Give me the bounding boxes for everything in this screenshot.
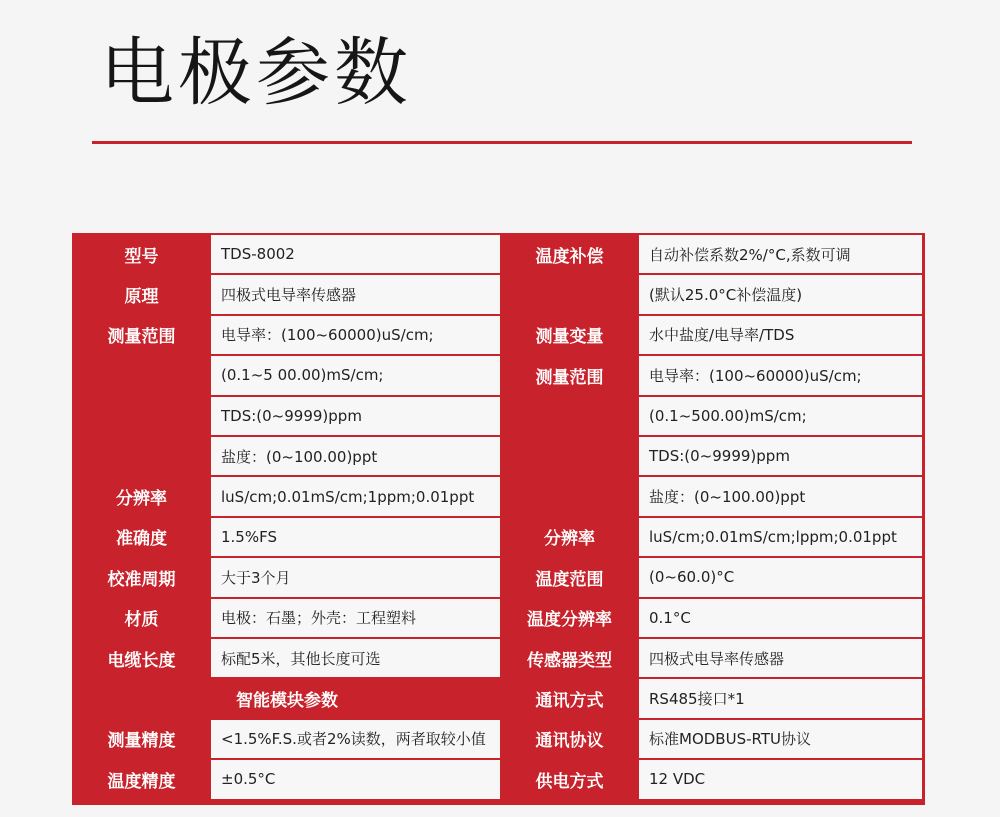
table-row — [72, 233, 925, 273]
table-row — [72, 758, 925, 798]
table-row — [72, 556, 925, 596]
table-row — [72, 597, 925, 637]
label-cell: 原理 — [74, 275, 209, 313]
label-cell: 温度范围 — [502, 558, 637, 596]
value-cell: (0~60.0)°C — [639, 558, 922, 596]
spec-table — [72, 233, 925, 805]
label-cell — [74, 397, 209, 435]
value-cell: 四极式电导率传感器 — [639, 639, 922, 677]
table-row — [72, 475, 925, 515]
value-cell: RS485接口*1 — [639, 679, 922, 717]
table-row — [72, 314, 925, 354]
value-cell: 盐度：(0~100.00)ppt — [639, 477, 922, 515]
label-cell — [74, 356, 209, 394]
label-cell: 温度补偿 — [502, 235, 637, 273]
value-cell: TDS:(0~9999)ppm — [639, 437, 922, 475]
label-cell — [502, 397, 637, 435]
table-row — [72, 516, 925, 556]
label-cell: 材质 — [74, 599, 209, 637]
label-cell — [502, 477, 637, 515]
label-cell: 测量精度 — [74, 720, 209, 758]
label-cell — [502, 275, 637, 313]
value-cell: luS/cm;0.01mS/cm;lppm;0.01ppt — [639, 518, 922, 556]
table-row — [72, 677, 925, 717]
value-cell: 盐度：(0~100.00)ppt — [211, 437, 500, 475]
value-cell: 电导率：(100~60000)uS/cm; — [639, 356, 922, 394]
label-cell — [74, 437, 209, 475]
label-cell: 温度分辨率 — [502, 599, 637, 637]
table-row — [72, 718, 925, 758]
page-title: 电极参数 — [100, 30, 412, 116]
value-cell: 电极：石墨；外壳：工程塑料 — [211, 599, 500, 637]
value-cell: 0.1°C — [639, 599, 922, 637]
value-cell: 电导率：(100~60000)uS/cm; — [211, 316, 500, 354]
value-cell: 大于3个月 — [211, 558, 500, 596]
label-cell: 校准周期 — [74, 558, 209, 596]
label-cell: 通讯协议 — [502, 720, 637, 758]
table-row — [72, 395, 925, 435]
label-cell: 准确度 — [74, 518, 209, 556]
value-cell: (0.1~5 00.00)mS/cm; — [211, 356, 500, 394]
label-cell: 温度精度 — [74, 760, 209, 798]
table-row — [72, 435, 925, 475]
value-cell: luS/cm;0.01mS/cm;1ppm;0.01ppt — [211, 477, 500, 515]
label-cell: 通讯方式 — [502, 679, 637, 717]
label-cell: 分辨率 — [74, 477, 209, 515]
value-cell: 标配5米，其他长度可选 — [211, 639, 500, 677]
value-cell: <1.5%F.S.或者2%读数，两者取较小值 — [211, 720, 500, 758]
value-cell: 四极式电导率传感器 — [211, 275, 500, 313]
label-cell: 传感器类型 — [502, 639, 637, 677]
label-cell: 测量变量 — [502, 316, 637, 354]
value-cell: 12 VDC — [639, 760, 922, 798]
table-row — [72, 273, 925, 313]
value-cell: TDS:(0~9999)ppm — [211, 397, 500, 435]
value-cell: 水中盐度/电导率/TDS — [639, 316, 922, 354]
label-cell: 供电方式 — [502, 760, 637, 798]
label-cell — [502, 437, 637, 475]
label-cell: 分辨率 — [502, 518, 637, 556]
label-cell: 电缆长度 — [74, 639, 209, 677]
title-divider — [92, 141, 912, 144]
value-cell: 标准MODBUS-RTU协议 — [639, 720, 922, 758]
value-cell: (0.1~500.00)mS/cm; — [639, 397, 922, 435]
value-cell: 自动补偿系数2%/°C,系数可调 — [639, 235, 922, 273]
value-cell: 1.5%FS — [211, 518, 500, 556]
label-cell: 测量范围 — [502, 356, 637, 394]
label-cell: 测量范围 — [74, 316, 209, 354]
value-cell: ±0.5°C — [211, 760, 500, 798]
table-row — [72, 354, 925, 394]
value-cell: TDS-8002 — [211, 235, 500, 273]
label-cell: 型号 — [74, 235, 209, 273]
table-row — [72, 637, 925, 677]
section-header: 智能模块参数 — [74, 679, 500, 717]
value-cell: (默认25.0°C补偿温度) — [639, 275, 922, 313]
